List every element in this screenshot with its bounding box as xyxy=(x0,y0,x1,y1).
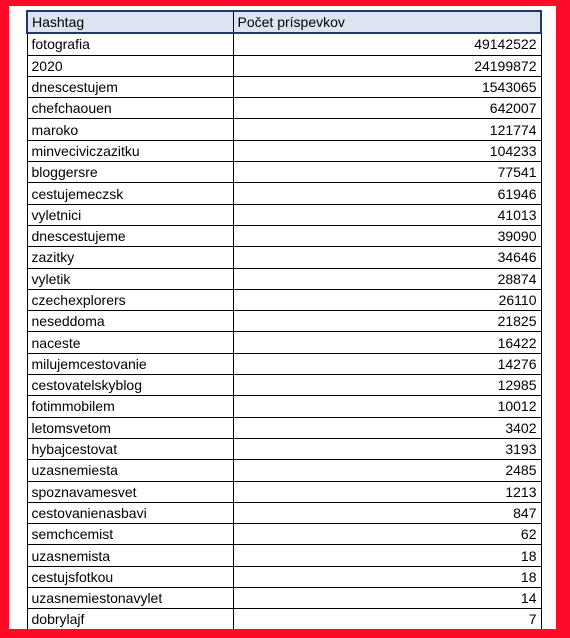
table-row xyxy=(27,119,541,140)
table-row xyxy=(27,609,541,629)
table-row xyxy=(27,438,541,459)
hashtag-cell: uzasnemista xyxy=(27,545,233,566)
hashtag-cell: neseddoma xyxy=(27,311,233,332)
hashtag-cell: minveciviczazitku xyxy=(27,140,233,161)
header-row xyxy=(27,11,541,33)
table-row xyxy=(27,588,541,609)
post-count-cell: 3402 xyxy=(233,417,541,438)
post-count-cell: 14276 xyxy=(233,353,541,374)
post-count-cell: 1213 xyxy=(233,481,541,502)
post-count-cell: 21825 xyxy=(233,311,541,332)
hashtag-cell: hybajcestovat xyxy=(27,438,233,459)
table-row xyxy=(27,76,541,97)
table-row xyxy=(27,247,541,268)
table-row xyxy=(27,417,541,438)
table-row xyxy=(27,98,541,119)
hashtag-cell: vyletnici xyxy=(27,204,233,225)
post-count-cell: 34646 xyxy=(233,247,541,268)
table-row xyxy=(27,566,541,587)
table-row xyxy=(27,524,541,545)
post-count-cell: 41013 xyxy=(233,204,541,225)
table-row xyxy=(27,33,541,55)
hashtag-cell: spoznavamesvet xyxy=(27,481,233,502)
hashtag-cell: chefchaouen xyxy=(27,98,233,119)
post-count-cell: 121774 xyxy=(233,119,541,140)
post-count-cell: 18 xyxy=(233,545,541,566)
post-count-cell: 26110 xyxy=(233,289,541,310)
table-row xyxy=(27,545,541,566)
hashtag-cell: uzasnemiesta xyxy=(27,460,233,481)
hashtag-cell: milujemcestovanie xyxy=(27,353,233,374)
table-row xyxy=(27,311,541,332)
table-row xyxy=(27,396,541,417)
column-header-post-count: Počet príspevkov xyxy=(233,11,541,33)
hashtag-cell: dnescestujeme xyxy=(27,225,233,246)
spreadsheet-page xyxy=(9,6,556,629)
hashtag-cell: bloggersre xyxy=(27,162,233,183)
hashtag-cell: vyletik xyxy=(27,268,233,289)
post-count-cell: 28874 xyxy=(233,268,541,289)
hashtag-table xyxy=(26,10,542,629)
post-count-cell: 24199872 xyxy=(233,55,541,76)
hashtag-cell: dobrylajf xyxy=(27,609,233,629)
hashtag-cell: cestujemeczsk xyxy=(27,183,233,204)
post-count-cell: 1543065 xyxy=(233,76,541,97)
table-row xyxy=(27,268,541,289)
table-row xyxy=(27,183,541,204)
hashtag-cell: fotimmobilem xyxy=(27,396,233,417)
post-count-cell: 3193 xyxy=(233,438,541,459)
post-count-cell: 642007 xyxy=(233,98,541,119)
table-row xyxy=(27,289,541,310)
table-row xyxy=(27,162,541,183)
column-header-hashtag: Hashtag xyxy=(27,11,233,33)
hashtag-cell: czechexplorers xyxy=(27,289,233,310)
table-body xyxy=(27,33,541,629)
table-row xyxy=(27,140,541,161)
post-count-cell: 10012 xyxy=(233,396,541,417)
hashtag-cell: fotografia xyxy=(27,33,233,55)
post-count-cell: 104233 xyxy=(233,140,541,161)
post-count-cell: 7 xyxy=(233,609,541,629)
post-count-cell: 77541 xyxy=(233,162,541,183)
post-count-cell: 14 xyxy=(233,588,541,609)
post-count-cell: 62 xyxy=(233,524,541,545)
post-count-cell: 39090 xyxy=(233,225,541,246)
table-row xyxy=(27,55,541,76)
hashtag-cell: 2020 xyxy=(27,55,233,76)
table-row xyxy=(27,353,541,374)
post-count-cell: 18 xyxy=(233,566,541,587)
hashtag-cell: maroko xyxy=(27,119,233,140)
post-count-cell: 2485 xyxy=(233,460,541,481)
table-row xyxy=(27,375,541,396)
hashtag-cell: zazitky xyxy=(27,247,233,268)
hashtag-cell: cestovanienasbavi xyxy=(27,502,233,523)
table-row xyxy=(27,204,541,225)
hashtag-cell: cestujsfotkou xyxy=(27,566,233,587)
table-row xyxy=(27,460,541,481)
table-row xyxy=(27,502,541,523)
hashtag-cell: naceste xyxy=(27,332,233,353)
hashtag-cell: semchcemist xyxy=(27,524,233,545)
table-row xyxy=(27,225,541,246)
hashtag-cell: cestovatelskyblog xyxy=(27,375,233,396)
table-row xyxy=(27,332,541,353)
post-count-cell: 61946 xyxy=(233,183,541,204)
hashtag-cell: uzasnemiestonavylet xyxy=(27,588,233,609)
post-count-cell: 16422 xyxy=(233,332,541,353)
hashtag-cell: letomsvetom xyxy=(27,417,233,438)
post-count-cell: 12985 xyxy=(233,375,541,396)
post-count-cell: 847 xyxy=(233,502,541,523)
hashtag-cell: dnescestujem xyxy=(27,76,233,97)
table-row xyxy=(27,481,541,502)
post-count-cell: 49142522 xyxy=(233,33,541,55)
